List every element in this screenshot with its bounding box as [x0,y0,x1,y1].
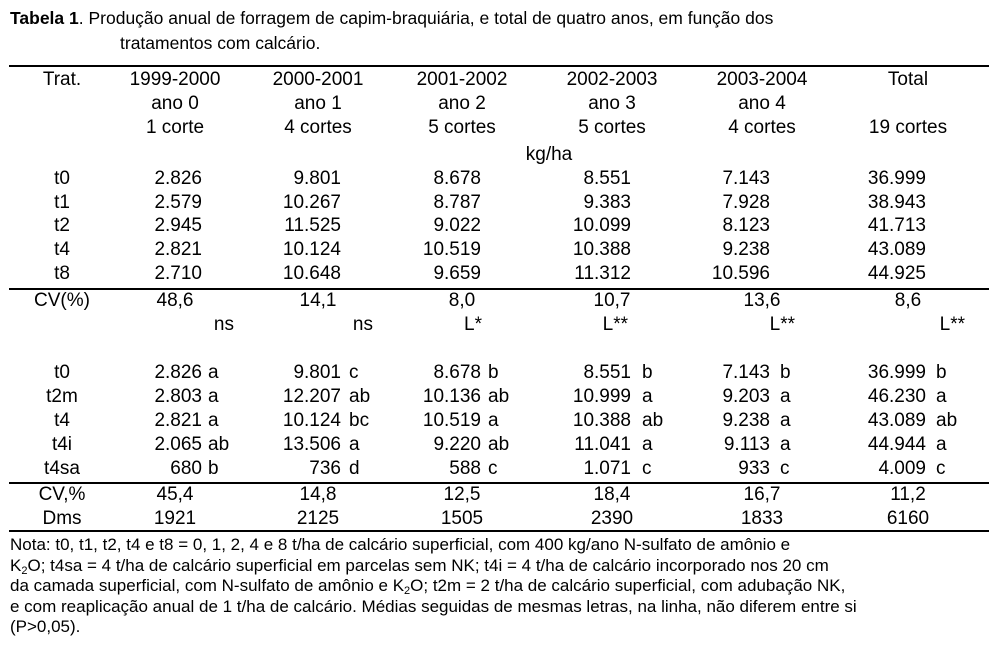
caption-line-2: tratamentos com calcário. [120,33,321,53]
dms-value: 1833 [740,508,784,529]
table-cell: 2.821 [154,239,202,261]
header-trat: Trat. [42,69,82,90]
header-cortes: 4 cortes [284,117,352,138]
table-cell: 38.943 [867,191,926,213]
row-label: t2 [54,215,70,237]
table-cell: 10.519 [422,410,481,431]
header-years: 2003-2004 [716,69,808,90]
table-cell: 11.312 [574,262,631,284]
table-cell: 13.506 [282,434,341,455]
letter-group: b [642,362,653,383]
significance: L** [602,314,628,335]
header-years: 1999-2000 [129,69,221,90]
note-sub: 2 [404,585,411,597]
table-cell: 10.099 [572,215,631,237]
letter-group: a [780,434,791,455]
table-cell: 44.925 [867,262,926,284]
letter-group: ab [642,410,664,431]
table-cell: 2.803 [154,386,202,407]
table-cell: 2.821 [154,410,202,431]
row-label: t0 [54,362,70,383]
letter-group: ab [488,386,510,407]
cv-value: 12,5 [443,484,481,505]
table-cell: 9.383 [583,191,631,213]
table-cell: 2.826 [154,168,202,189]
cv-value: 48,6 [156,290,194,311]
table-cell: 10.267 [282,191,341,213]
letter-group: c [488,458,498,479]
table-cell: 44.944 [867,434,926,455]
dms-value: 1921 [153,508,197,529]
header-ano: ano 4 [738,93,786,114]
letter-group: ab [208,434,230,455]
table-cell: 4.009 [878,458,926,479]
table-cell: 2.945 [154,215,202,237]
letter-group: a [642,386,653,407]
header-cortes: 19 cortes [868,117,948,138]
header-cortes: 4 cortes [728,117,796,138]
letter-group: b [936,362,947,383]
letter-group: a [488,410,499,431]
significance: L* [464,314,482,335]
table-cell: 9.801 [293,362,341,383]
significance: ns [352,314,373,335]
dms-label: Dms [42,508,82,529]
dms-value: 1505 [440,508,484,529]
table-cell: 10.519 [422,239,481,261]
cv-label: CV(%) [34,290,90,311]
note-line-4: e com reaplicação anual de 1 t/ha de calcário. Médias seguidas de mesmas letras, na linha, não diferem entre si [10,596,857,616]
table-cell: 9.659 [433,262,481,284]
letter-group: b [488,362,499,383]
cv-value: 8,6 [894,290,922,311]
cv-value: 45,4 [156,484,194,505]
cv-label: CV,% [38,484,86,505]
header-cortes: 5 cortes [428,117,496,138]
letter-group: a [208,410,219,431]
letter-group: d [349,458,360,479]
table-cell: 10.388 [572,239,631,261]
table-caption [10,6,990,56]
table-cell: 588 [449,458,481,479]
significance: ns [213,314,234,335]
cv-value: 10,7 [593,290,631,311]
note-line-5: (P>0,05). [10,617,81,636]
table-cell: 10.596 [711,262,770,284]
table-cell: 9.203 [722,386,770,407]
table-cell: 736 [309,458,341,479]
row-label: t4 [54,239,70,261]
cv-value: 11,2 [890,484,926,505]
header-years: 2001-2002 [416,69,508,90]
table-cell: 10.999 [572,386,631,407]
table-cell: 2.065 [154,434,202,455]
header-years: 2002-2003 [566,69,658,90]
table-cell: 8.123 [722,215,770,237]
letter-group: a [208,362,219,383]
header-years: 2000-2001 [272,69,364,90]
note-text: da camada superficial, com N-sulfato de amônio e K [10,576,405,595]
table-cell: 11.041 [574,434,631,455]
table-cell: 7.928 [722,191,770,213]
note-sub: 2 [21,564,28,577]
table-cell: 9.801 [293,168,341,189]
note-text: O; t4sa = 4 t/ha de calcário superficial em parcelas sem NK; t4i = 4 t/ha de calcário incorporado nos 20 cm [27,555,829,575]
letter-group: a [780,386,791,407]
table-cell: 2.579 [154,191,202,213]
table-cell: 8.678 [433,168,481,189]
row-label: t4 [54,410,70,431]
caption-text-1: . Produção anual de forragem de capim-braquiária, e total de quatro anos, em função dos [78,8,774,28]
table-cell: 11.525 [284,215,341,237]
table-cell: 12.207 [282,386,341,407]
dms-value: 2125 [296,508,340,529]
note-line-3 [10,576,990,597]
table-cell: 10.388 [572,410,631,431]
table-cell: 8.787 [433,191,481,213]
table-cell: 43.089 [867,410,926,431]
letter-group: c [780,458,790,479]
table-cell: 7.143 [722,168,770,189]
table-cell: 10.124 [282,410,341,431]
letter-group: b [208,458,219,479]
letter-group: a [349,434,360,455]
table-cell: 8.678 [433,362,481,383]
row-label: t4i [51,434,73,455]
letter-group: ab [349,386,371,407]
table-cell: 10.648 [282,262,341,284]
table-cell: 9.022 [433,215,481,237]
cv-value: 18,4 [593,484,631,505]
note-line-1: Nota: t0, t1, t2, t4 e t8 = 0, 1, 2, 4 e 8 t/ha de calcário superficial, com 400 kg/ano N-sulfato de amônio e [10,535,791,554]
header-unit: kg/ha [525,144,573,165]
table-cell: 9.113 [723,434,770,455]
significance: L** [769,314,795,335]
row-label: t0 [54,168,70,189]
table-cell: 41.713 [867,215,926,237]
significance: L** [939,314,965,335]
letter-group: a [780,410,791,431]
cv-value: 8,0 [448,290,476,311]
table-cell: 10.124 [282,239,341,261]
row-label: t1 [54,191,70,213]
table-cell: 933 [738,458,770,479]
table-cell: 9.220 [433,434,481,455]
letter-group: a [936,386,947,407]
table-cell: 43.089 [867,239,926,261]
dms-value: 2390 [590,508,634,529]
table-cell: 36.999 [867,168,926,189]
header-ano: ano 0 [151,93,199,114]
table-cell: 10.136 [422,386,481,407]
top-rule [9,65,989,67]
table-cell: 9.238 [722,410,770,431]
table-cell: 680 [170,458,202,479]
letter-group: c [349,362,359,383]
header-years: Total [887,69,929,90]
letter-group: c [936,458,946,479]
letter-group: bc [349,410,370,431]
table-cell: 8.551 [583,168,631,189]
letter-group: c [642,458,652,479]
row-label: t2m [46,386,78,407]
cv-value: 13,6 [743,290,781,311]
note-line-2 [10,556,990,577]
row-label: t8 [54,262,70,284]
cv-value: 14,8 [299,484,337,505]
header-ano: ano 1 [294,93,342,114]
note-text: O; t2m = 2 t/ha de calcário superficial, com adubação NK, [410,576,846,595]
caption-line-1 [10,6,990,31]
table-cell: 8.551 [583,362,631,383]
letter-group: a [642,434,653,455]
note-k: K [10,555,22,575]
cv-value: 16,7 [743,484,781,505]
row-label: t4sa [44,458,80,479]
header-ano: ano 3 [588,93,636,114]
table-cell: 46.230 [867,386,926,407]
table-cell: 2.710 [154,262,202,284]
table-cell: 7.143 [722,362,770,383]
header-cortes: 1 corte [145,117,205,138]
header-ano: ano 2 [438,93,486,114]
caption-label: Tabela 1 [10,8,79,28]
table-cell: 2.826 [154,362,202,383]
table-cell: 36.999 [867,362,926,383]
cv-value: 14,1 [299,290,337,311]
letter-group: b [780,362,791,383]
letter-group: a [208,386,219,407]
letter-group: ab [488,434,510,455]
table-note [10,535,990,638]
dms-value: 6160 [886,508,930,529]
header-cortes: 5 cortes [578,117,646,138]
letter-group: ab [936,410,958,431]
table-cell: 1.071 [583,458,631,479]
letter-group: a [936,434,947,455]
table-cell: 9.238 [722,239,770,261]
bottom-rule [9,530,989,532]
